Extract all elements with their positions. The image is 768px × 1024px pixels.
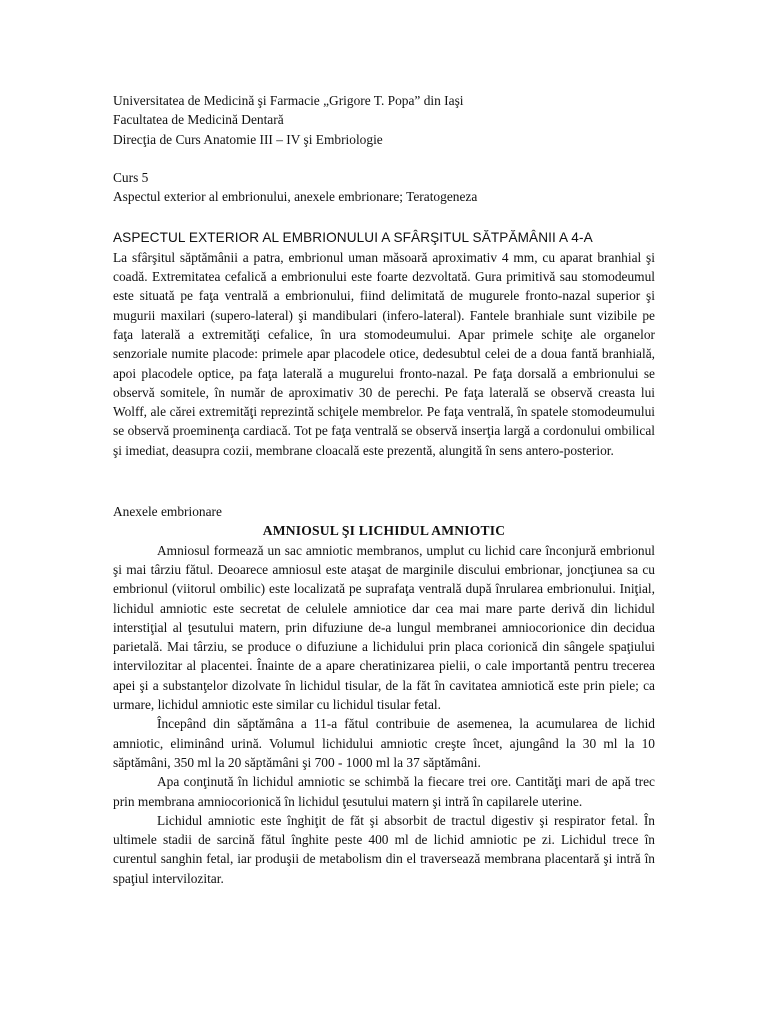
paragraph: Lichidul amniotic este înghiţit de făt şi absorbit de tractul digestiv şi respirator fetal. În ultimele stadii de sarcină fătul înghite peste 400 ml de lichid amniotic pe zi. Lichidul trece în curentul sanghin fetal, iar produşii de metabolism din el traversează membrana placentară şi intră în spaţiul intervilozitar. bbox=[113, 812, 655, 886]
paragraph: Începând din săptămâna a 11-a fătul contribuie de asemenea, la acumularea de lichid amniotic, eliminând urină. Volumul lichidului amniotic creşte încet, ajungând la 30 ml la 10 săptămâni, 350 ml la 20 săptămâni şi 700 - 1000 ml la 37 săptămâni. bbox=[113, 716, 655, 770]
section-heading-exterior: ASPECTUL EXTERIOR AL EMBRIONULUI A SFÂRŞITUL SĂTPĂMÂNII A 4-A bbox=[113, 230, 593, 246]
faculty-name: Facultatea de Medicină Dentară bbox=[113, 112, 284, 128]
section-body-exterior: La sfârşitul săptămânii a patra, embrionul uman măsoară aproximativ 4 mm, cu aparat branhial şi coadă. Extremitatea cefalică a embrionului este foarte dezvoltată. Gura primitivă sau stomodeumul este situată pe faţa ventrală a embrionului, fiind delimitată de mugurele fronto-nazal superior şi mugurii maxilari (supero-lateral) şi mandibulari (infero-lateral). Fantele branhiale sunt vizibile pe faţa laterală a extremităţi cefalice, în ura stomodeumului. Apar primele schiţe ale organelor senzoriale numite placode: primele apar placodele otice, dedesubtul celei de a doua fantă branhială, apoi placodele optice, pa faţa laterală a mugurelui fronto-nazal. Pe faţa dorsală a embrionului se observă somitele, în număr de aproximativ 30 de perechi. Pe faţa laterală se observă creasta lui Wolff, ale cărei extremităţi reprezintă schiţele membrelor. Pe faţa ventrală, în spatele stomodeumului se observă proeminenţa cardiacă. Tot pe faţa ventrală se observă inserţia largă a cordonului ombilical şi imediat, deasupra cozii, membrane cloacală este prezentă, alungită în sens antero-posterior. bbox=[113, 249, 655, 458]
document-page bbox=[113, 91, 655, 888]
paragraph: Apa conţinută în lichidul amniotic se schimbă la fiecare trei ore. Cantităţi mari de apă trec prin membrana amniocorionică în lichidul ţesutului matern şi intră în capilarele uterine. bbox=[113, 774, 655, 809]
section-label-annexes: Anexele embrionare bbox=[113, 504, 222, 520]
spacer bbox=[113, 206, 655, 225]
spacer bbox=[113, 460, 655, 502]
course-subtitle: Aspectul exterior al embrionului, anexele embrionare; Teratogeneza bbox=[113, 189, 478, 205]
section-title-amnios: AMNIOSUL ŞI LICHIDUL AMNIOTIC bbox=[262, 523, 506, 539]
university-name: Universitatea de Medicină şi Farmacie „Grigore T. Popa” din Iaşi bbox=[113, 93, 464, 108]
paragraph: Amniosul formează un sac amniotic membranos, umplut cu lichid care înconjură embrionul şi mai târziu fătul. Deoarece amniosul este ataşat de marginile discului embrionar, joncţiunea sa cu embrionul (viitorul ombilic) este localizată pe suprafaţa ventrală după înrularea embrionului. Iniţial, lichidul amniotic este secretat de celulele amniotice dar cea mai mare parte derivă din lichidul interstiţial al ţesutului matern, prin difuziune de-a lungul membranei amniocorionice din decidua parietală. Mai târziu, se produce o difuziune a lichidului prin placa corionică din sângele spaţiului intervilozitar al placentei. Înainte de a apare cheratinizarea pielii, o cale importantă pentru trecerea apei şi a substanţelor dizolvate în lichidul tisular, de la făt în cavitatea amniotică este prin piele; ca urmare, lichidul amniotic este similar cu lichidul tisular fetal. bbox=[113, 542, 655, 713]
department-name: Direcţia de Curs Anatomie III – IV şi Embriologie bbox=[113, 131, 383, 147]
course-number: Curs 5 bbox=[113, 169, 149, 185]
spacer bbox=[113, 149, 655, 168]
